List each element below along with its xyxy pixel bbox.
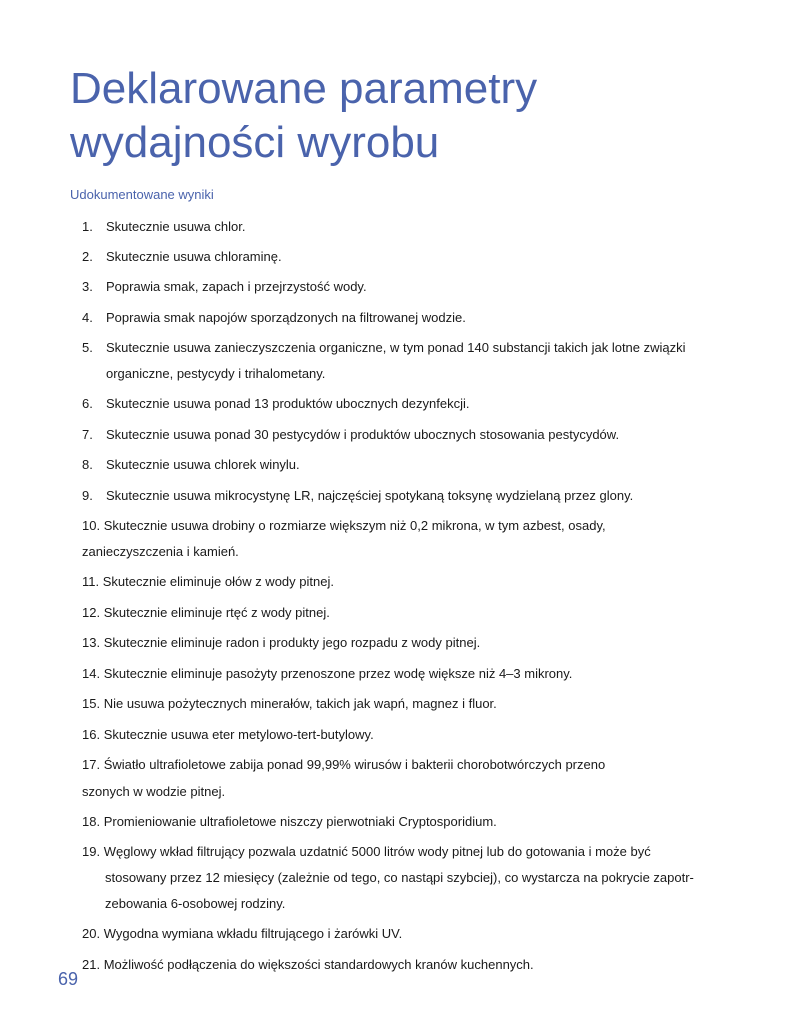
item-number: 7. [82,427,93,442]
item-text: Skutecznie usuwa chloraminę. [106,249,282,264]
item-text: Promieniowanie ultrafioletowe niszczy pierwotniaki Cryptosporidium. [103,814,497,829]
item-text: organiczne, pestycydy i trihalometany. [106,366,326,381]
list-item [82,452,300,478]
list-item [82,661,572,687]
list-item [82,422,619,448]
item-number: 14. [82,666,101,681]
list-item [82,722,374,748]
list-item-continuation [82,779,225,805]
item-number: 13. [82,635,101,650]
list-item [82,305,466,331]
item-number: 1. [82,219,93,234]
item-text: zebowania 6-osobowej rodziny. [105,896,286,911]
list-item-continuation [105,891,285,917]
item-number: 3. [82,279,93,294]
item-text: Skutecznie eliminuje rtęć z wody pitnej. [103,605,330,620]
list-item [82,483,633,509]
item-number: 19. [82,844,101,859]
list-item [82,244,282,270]
list-item [82,335,686,361]
item-text: Skutecznie usuwa chlorek winylu. [106,457,300,472]
item-text: Skutecznie usuwa ponad 30 pestycydów i produktów ubocznych stosowania pestycydów. [106,427,620,442]
page-title [70,62,750,170]
list-item [82,274,367,300]
item-text: Poprawia smak napojów sporządzonych na filtrowanej wodzie. [106,310,466,325]
item-number: 9. [82,488,93,503]
item-text: Skutecznie eliminuje ołów z wody pitnej. [102,574,334,589]
item-text: Możliwość podłączenia do większości standardowych kranów kuchennych. [103,957,534,972]
item-number: 5. [82,340,93,355]
item-text: szonych w wodzie pitnej. [82,784,226,799]
item-number: 12. [82,605,101,620]
item-number: 20. [82,926,101,941]
item-text: stosowany przez 12 miesięcy (zależnie od tego, co nastąpi szybciej), co wystarcza na pokrycie zapotr- [105,870,694,885]
item-text: Skutecznie usuwa zanieczyszczenia organiczne, w tym ponad 140 substancji takich jak lotne związki [106,340,686,355]
item-text: Skutecznie eliminuje radon i produkty jego rozpadu z wody pitnej. [103,635,481,650]
item-number: 15. [82,696,101,711]
section-subtitle: Udokumentowane wyniki [70,187,214,202]
item-text: Skutecznie usuwa chlor. [106,219,246,234]
item-number: 21. [82,957,101,972]
item-text: Wygodna wymiana wkładu filtrującego i żarówki UV. [103,926,403,941]
list-item [82,214,245,240]
list-item [82,921,402,947]
list-item [82,752,605,778]
item-text: Skutecznie usuwa eter metylowo-tert-butylowy. [103,727,374,742]
item-number: 10. [82,518,101,533]
list-item [82,600,330,626]
list-item [82,952,534,978]
item-number: 18. [82,814,101,829]
item-text: Światło ultrafioletowe zabija ponad 99,99% wirusów i bakterii chorobotwórczych przeno [103,757,606,772]
item-text: Węglowy wkład filtrujący pozwala uzdatnić 5000 litrów wody pitnej lub do gotowania i może być [103,844,651,859]
list-item-continuation [106,361,325,387]
list-item [82,391,470,417]
list-item [82,630,480,656]
item-text: Nie usuwa pożytecznych minerałów, takich jak wapń, magnez i fluor. [103,696,497,711]
list-item-continuation [105,865,694,891]
title-line-1: Deklarowane parametry [70,64,538,113]
item-text: Skutecznie usuwa mikrocystynę LR, najczęściej spotykaną toksynę wydzielaną przez glony. [106,488,634,503]
page-number: 69 [58,969,79,989]
item-number: 17. [82,757,101,772]
item-number: 11. [82,574,100,589]
item-number: 2. [82,249,93,264]
list-item [82,691,497,717]
item-number: 4. [82,310,93,325]
list-item [82,513,606,539]
item-text: Skutecznie usuwa ponad 13 produktów ubocznych dezynfekcji. [106,396,470,411]
list-item [82,569,334,595]
title-line-2: wydajności wyrobu [70,118,440,167]
list-item [82,809,497,835]
item-number: 6. [82,396,93,411]
item-number: 8. [82,457,93,472]
item-text: zanieczyszczenia i kamień. [82,544,239,559]
item-text: Poprawia smak, zapach i przejrzystość wody. [106,279,367,294]
item-number: 16. [82,727,101,742]
list-item-continuation [82,539,239,565]
item-text: Skutecznie eliminuje pasożyty przenoszone przez wodę większe niż 4–3 mikrony. [103,666,573,681]
item-text: Skutecznie usuwa drobiny o rozmiarze większym niż 0,2 mikrona, w tym azbest, osady, [103,518,606,533]
list-item [82,839,651,865]
